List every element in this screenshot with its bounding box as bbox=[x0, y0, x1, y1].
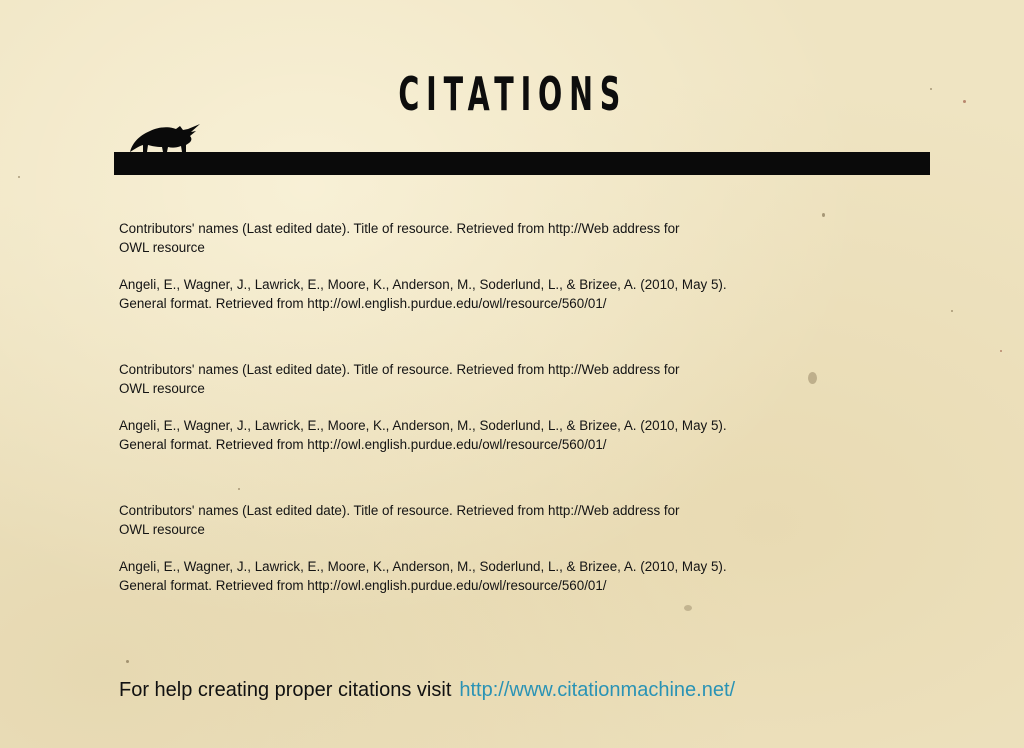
citations-list bbox=[119, 219, 799, 642]
citation-example: Angeli, E., Wagner, J., Lawrick, E., Moore, K., Anderson, M., Soderlund, L., & Brizee, A. (2010, May 5). General format. Retrieved from http://owl.english.purdue.edu/owl/resource/560/01/ bbox=[119, 418, 727, 452]
triceratops-silhouette-icon bbox=[128, 118, 204, 154]
parchment-speck bbox=[808, 372, 817, 384]
citation-example: Angeli, E., Wagner, J., Lawrick, E., Moore, K., Anderson, M., Soderlund, L., & Brizee, A. (2010, May 5). General format. Retrieved from http://owl.english.purdue.edu/owl/resource/560/01/ bbox=[119, 277, 727, 311]
citation-template: Contributors' names (Last edited date). Title of resource. Retrieved from http://Web address for OWL resource bbox=[119, 362, 680, 396]
slide-title: CITATIONS bbox=[398, 67, 628, 121]
parchment-speck bbox=[951, 310, 953, 312]
parchment-speck bbox=[126, 660, 129, 663]
help-footer bbox=[119, 676, 735, 704]
citation-example: Angeli, E., Wagner, J., Lawrick, E., Moore, K., Anderson, M., Soderlund, L., & Brizee, A. (2010, May 5). General format. Retrieved from http://owl.english.purdue.edu/owl/resource/560/01/ bbox=[119, 559, 727, 593]
title-underline-bar bbox=[114, 152, 930, 175]
parchment-speck bbox=[930, 88, 932, 90]
citation-group bbox=[119, 219, 799, 360]
parchment-speck bbox=[963, 100, 966, 103]
parchment-speck bbox=[1000, 350, 1002, 352]
help-text: For help creating proper citations visit bbox=[119, 679, 452, 701]
citation-template: Contributors' names (Last edited date). Title of resource. Retrieved from http://Web address for OWL resource bbox=[119, 221, 680, 255]
parchment-speck bbox=[18, 176, 20, 178]
parchment-speck bbox=[822, 213, 825, 217]
citation-machine-link[interactable]: http://www.citationmachine.net/ bbox=[459, 679, 736, 701]
citation-group bbox=[119, 360, 799, 501]
citation-group bbox=[119, 501, 799, 642]
citation-template: Contributors' names (Last edited date). Title of resource. Retrieved from http://Web address for OWL resource bbox=[119, 503, 680, 537]
